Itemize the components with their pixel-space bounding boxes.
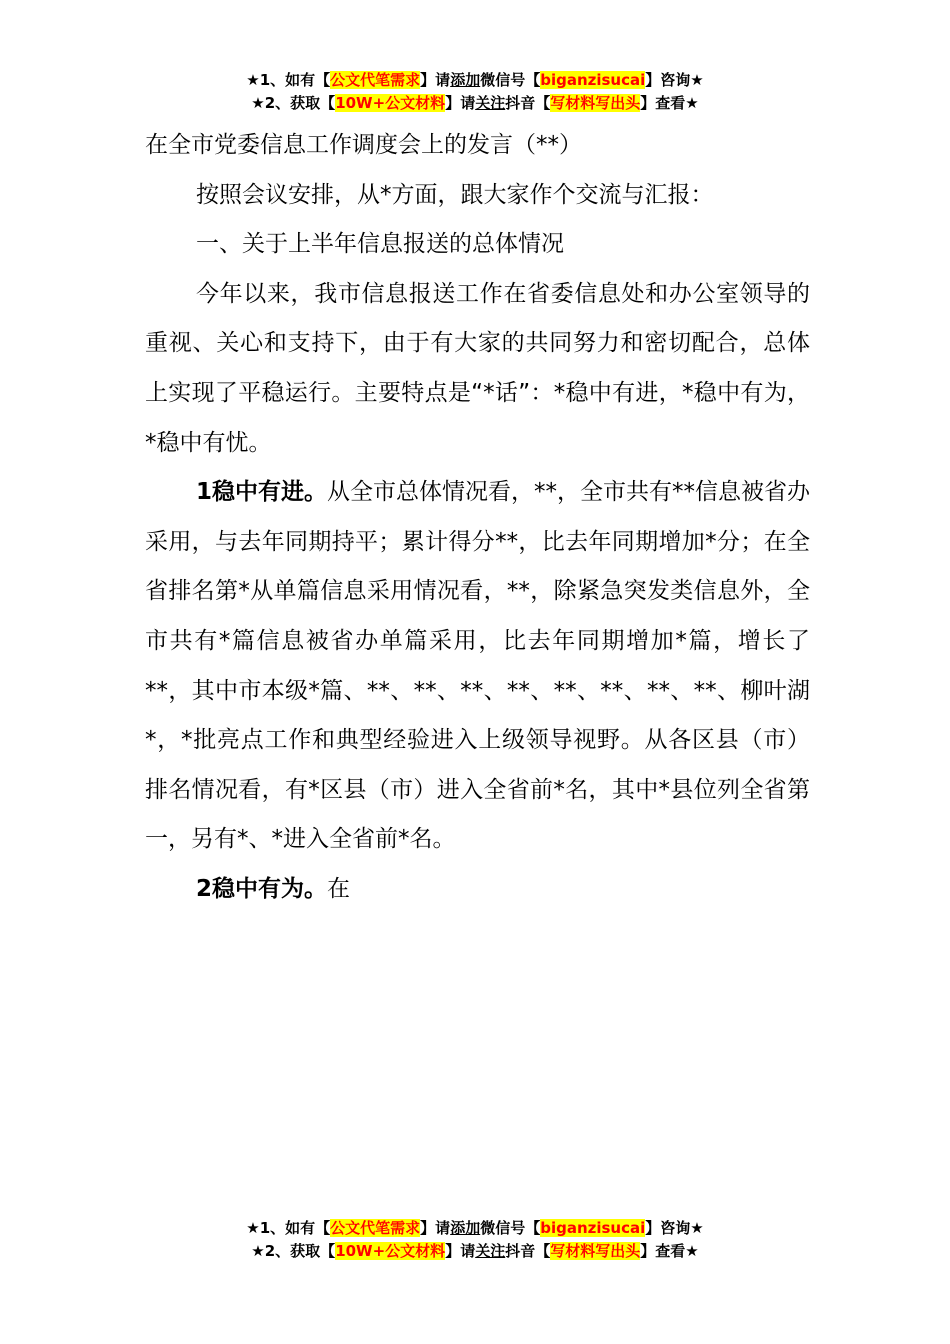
banner-text: 】咨询★ <box>645 1219 704 1237</box>
banner-text: 微信号【 <box>480 1219 541 1237</box>
paragraph-lead: 2稳中有为。 <box>196 875 328 902</box>
banner-highlight: 10W+公文材料 <box>335 94 446 112</box>
document-body <box>145 121 810 915</box>
banner-text: 】请 <box>420 1219 451 1237</box>
banner-line-1 <box>0 69 950 92</box>
body-paragraph: 今年以来，我市信息报送工作在省委信息处和办公室领导的重视、关心和支持下，由于有大家的共同努力和密切配合，总体上实现了平稳运行。主要特点是“*话”：*稳中有进，*稳中有为，*稳中有忧。 <box>145 280 810 456</box>
banner-text: ★1、如有【 <box>246 71 331 89</box>
banner-underlined: 添加 <box>450 1219 481 1237</box>
banner-text: ★2、获取【 <box>251 94 336 112</box>
banner-text: 微信号【 <box>480 71 541 89</box>
header-banner <box>0 69 950 115</box>
banner-text: ★2、获取【 <box>251 1242 336 1260</box>
banner-highlight: 10W+公文材料 <box>335 1242 446 1260</box>
banner-text: ★1、如有【 <box>246 1219 331 1237</box>
document-title: 在全市党委信息工作调度会上的发言（**） <box>145 132 582 158</box>
banner-highlight: biganzisucai <box>540 71 646 89</box>
banner-highlight: 公文代笔需求 <box>330 71 421 89</box>
banner-text: 】查看★ <box>640 1242 699 1260</box>
paragraph-lead: 1稳中有进。 <box>196 479 328 506</box>
paragraph-text: 在 <box>327 875 351 902</box>
banner-text: 抖音【 <box>505 94 551 112</box>
banner-line-2 <box>0 1240 950 1263</box>
footer-banner <box>0 1217 950 1263</box>
section-heading: 一、关于上半年信息报送的总体情况 <box>196 231 564 258</box>
banner-highlight: biganzisucai <box>540 1219 646 1237</box>
banner-line-1 <box>0 1217 950 1240</box>
banner-underlined: 关注 <box>475 94 506 112</box>
banner-line-2 <box>0 92 950 115</box>
banner-underlined: 关注 <box>475 1242 506 1260</box>
banner-text: 】请 <box>445 1242 476 1260</box>
banner-text: 】咨询★ <box>645 71 704 89</box>
paragraph-text: 从全市总体情况看，**，全市共有**信息被省办采用，与去年同期持平；累计得分**，比去年同期增加*分；在全省排名第*从单篇信息采用情况看，**，除紧急突发类信息外，全市共有*篇信息被省办单篇采用，比去年同期增加*篇，增长了**，其中市本级*篇、**、**、**、**、**、**、**、**、柳叶湖*，*批亮点工作和典型经验进入上级领导视野。从各区县（市）排名情况看，有*区县（市）进入全省前*名，其中*县位列全省第一，另有*、*进入全省前*名。 <box>145 479 811 853</box>
intro-paragraph: 按照会议安排，从*方面，跟大家作个交流与汇报： <box>196 181 714 208</box>
banner-highlight: 写材料写出头 <box>550 1242 641 1260</box>
banner-text: 抖音【 <box>505 1242 551 1260</box>
banner-text: 】查看★ <box>640 94 699 112</box>
body-paragraph <box>145 865 810 915</box>
banner-highlight: 写材料写出头 <box>550 94 641 112</box>
body-paragraph <box>145 468 810 865</box>
banner-underlined: 添加 <box>450 71 481 89</box>
banner-text: 】请 <box>445 94 476 112</box>
banner-text: 】请 <box>420 71 451 89</box>
banner-highlight: 公文代笔需求 <box>330 1219 421 1237</box>
